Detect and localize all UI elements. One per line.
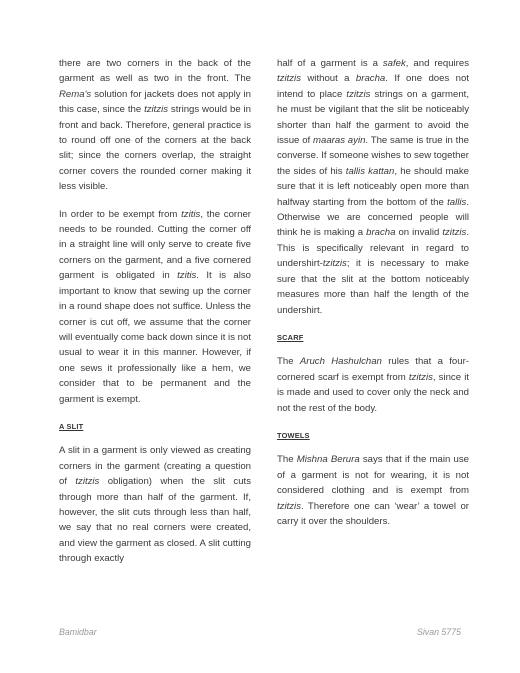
right-column (277, 56, 469, 541)
paragraph: half of a garment is a safek, and requires tzitzis without a bracha. If one does not intend to place tzitzis strings on a garment, he must be vigilant that the slit be noticeably shorter than half the garment to avoid the issue of maaras ayin. The same is true in the converse. If someone wishes to sew together the sides of his tallis kattan, he should make sure that it is left noticeably open more than halfway starting from the bottom of the tallis. Otherwise we are concerned people will think he is making a bracha on invalid tzitzis. This is specifically relevant in regard to undershirt-tzitzis; it is necessary to make sure that the slit at the bottom noticeably measures more than half the length of the undershirt. (277, 58, 469, 316)
footer-parsha: Bamidbar (59, 627, 97, 637)
section-heading-slit: A SLIT (59, 421, 84, 431)
paragraph: The Aruch Hashulchan rules that a four-cornered scarf is exempt from tzitzis, since it is made and used to cover only the neck and not the rest of the body. (277, 356, 469, 414)
paragraph: A slit in a garment is only viewed as creating corners in the garment (creating a question of tzitzis obligation) when the slit cuts through more than half of the garment. If, however, the slit cuts through less than half, we say that no real corners were created, and view the garment as closed. A slit cutting through exactly (59, 445, 251, 565)
footer-date: Sivan 5775 (416, 627, 461, 637)
paragraph: In order to be exempt from tzitis, the corner needs to be rounded. Cutting the corner off in a straight line will only serve to create five corners on the garment, and a five cornered garment is obligated in tzitis. It is also important to know that sewing up the corner in a round shape does not suffice. Unless the corner is cut off, we assume that the corner will eventually come back down since it is not usual to wear it in this manner. However, if one sews it professionally like a hem, we consider that to be permanent and the garment is exempt. (59, 208, 251, 405)
left-column (59, 56, 251, 579)
section-heading-towels: TOWELS (277, 430, 310, 440)
section-heading-scarf: SCARF (277, 332, 304, 342)
paragraph: The Mishna Berura says that if the main use of a garment is not for wearing, it is not considered clothing and is exempt from tzitzis. Therefore one can ‘wear’ a towel or carry it over the shoulders. (277, 454, 469, 527)
paragraph: there are two corners in the back of the garment as well as two in the front. The Rema's solution for jackets does not apply in this case, since the tzitzis strings would be in front and back. Therefore, general practice is to round off one of the corners at the back slit; since the corners overlap, the straight corner covers the rounded corner making it less visible. (59, 58, 251, 193)
